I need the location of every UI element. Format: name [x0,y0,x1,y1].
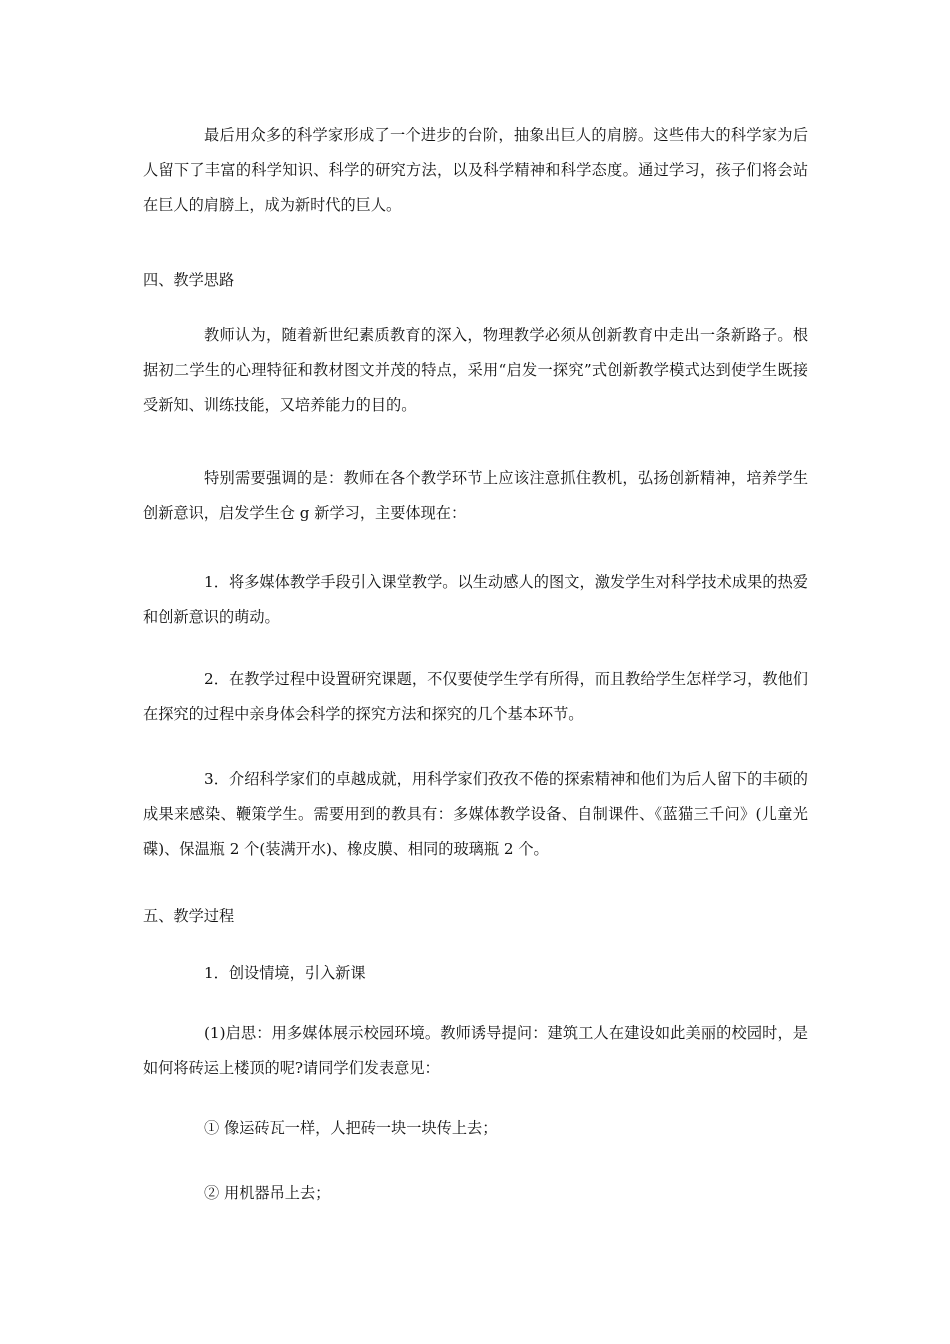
paragraph-emphasis: 特别需要强调的是：教师在各个教学环节上应该注意抓住教机，弘扬创新精神，培养学生创新意识，启发学生仓 g 新学习，主要体现在： [143,469,808,522]
paragraph-giants-shoulders: 最后用众多的科学家形成了一个进步的台阶，抽象出巨人的肩膀。这些伟大的科学家为后人留下了丰富的科学知识、科学的研究方法，以及科学精神和科学态度。通过学习，孩子们将会站在巨人的肩膀上，成为新时代的巨人。 [143,126,808,214]
paragraph-point-2: 2．在教学过程中设置研究课题，不仅要使学生学有所得，而且教给学生怎样学习，教他们在探究的过程中亲身体会科学的探究方法和探究的几个基本环节。 [143,670,808,723]
subheading-create-situation: 1．创设情境，引入新课 [204,964,366,982]
section-heading-teaching-process: 五、教学过程 [143,907,235,925]
option-item-1: ① 像运砖瓦一样，人把砖一块一块传上去； [204,1119,498,1137]
section-heading-teaching-ideas: 四、教学思路 [143,271,235,289]
paragraph-inspire-question: (1)启思：用多媒体展示校园环境。教师诱导提问：建筑工人在建设如此美丽的校园时，是如何将砖运上楼顶的呢?请同学们发表意见： [143,1024,808,1077]
paragraph-point-1: 1．将多媒体教学手段引入课堂教学。以生动感人的图文，激发学生对科学技术成果的热爱和创新意识的萌动。 [143,573,808,626]
paragraph-point-3: 3．介绍科学家们的卓越成就，用科学家们孜孜不倦的探索精神和他们为后人留下的丰硕的成果来感染、鞭策学生。需要用到的教具有：多媒体教学设备、自制课件、《蓝猫三千问》(儿童光碟)、保温瓶 2 个(装满开水)、橡皮膜、相同的玻璃瓶 2 个。 [143,770,808,858]
option-item-2: ② 用机器吊上去； [204,1184,331,1202]
paragraph-teaching-approach: 教师认为，随着新世纪素质教育的深入，物理教学必须从创新教育中走出一条新路子。根据初二学生的心理特征和教材图文并茂的特点，采用“启发一探究”式创新教学模式达到使学生既接受新知、训练技能，又培养能力的目的。 [143,326,808,414]
